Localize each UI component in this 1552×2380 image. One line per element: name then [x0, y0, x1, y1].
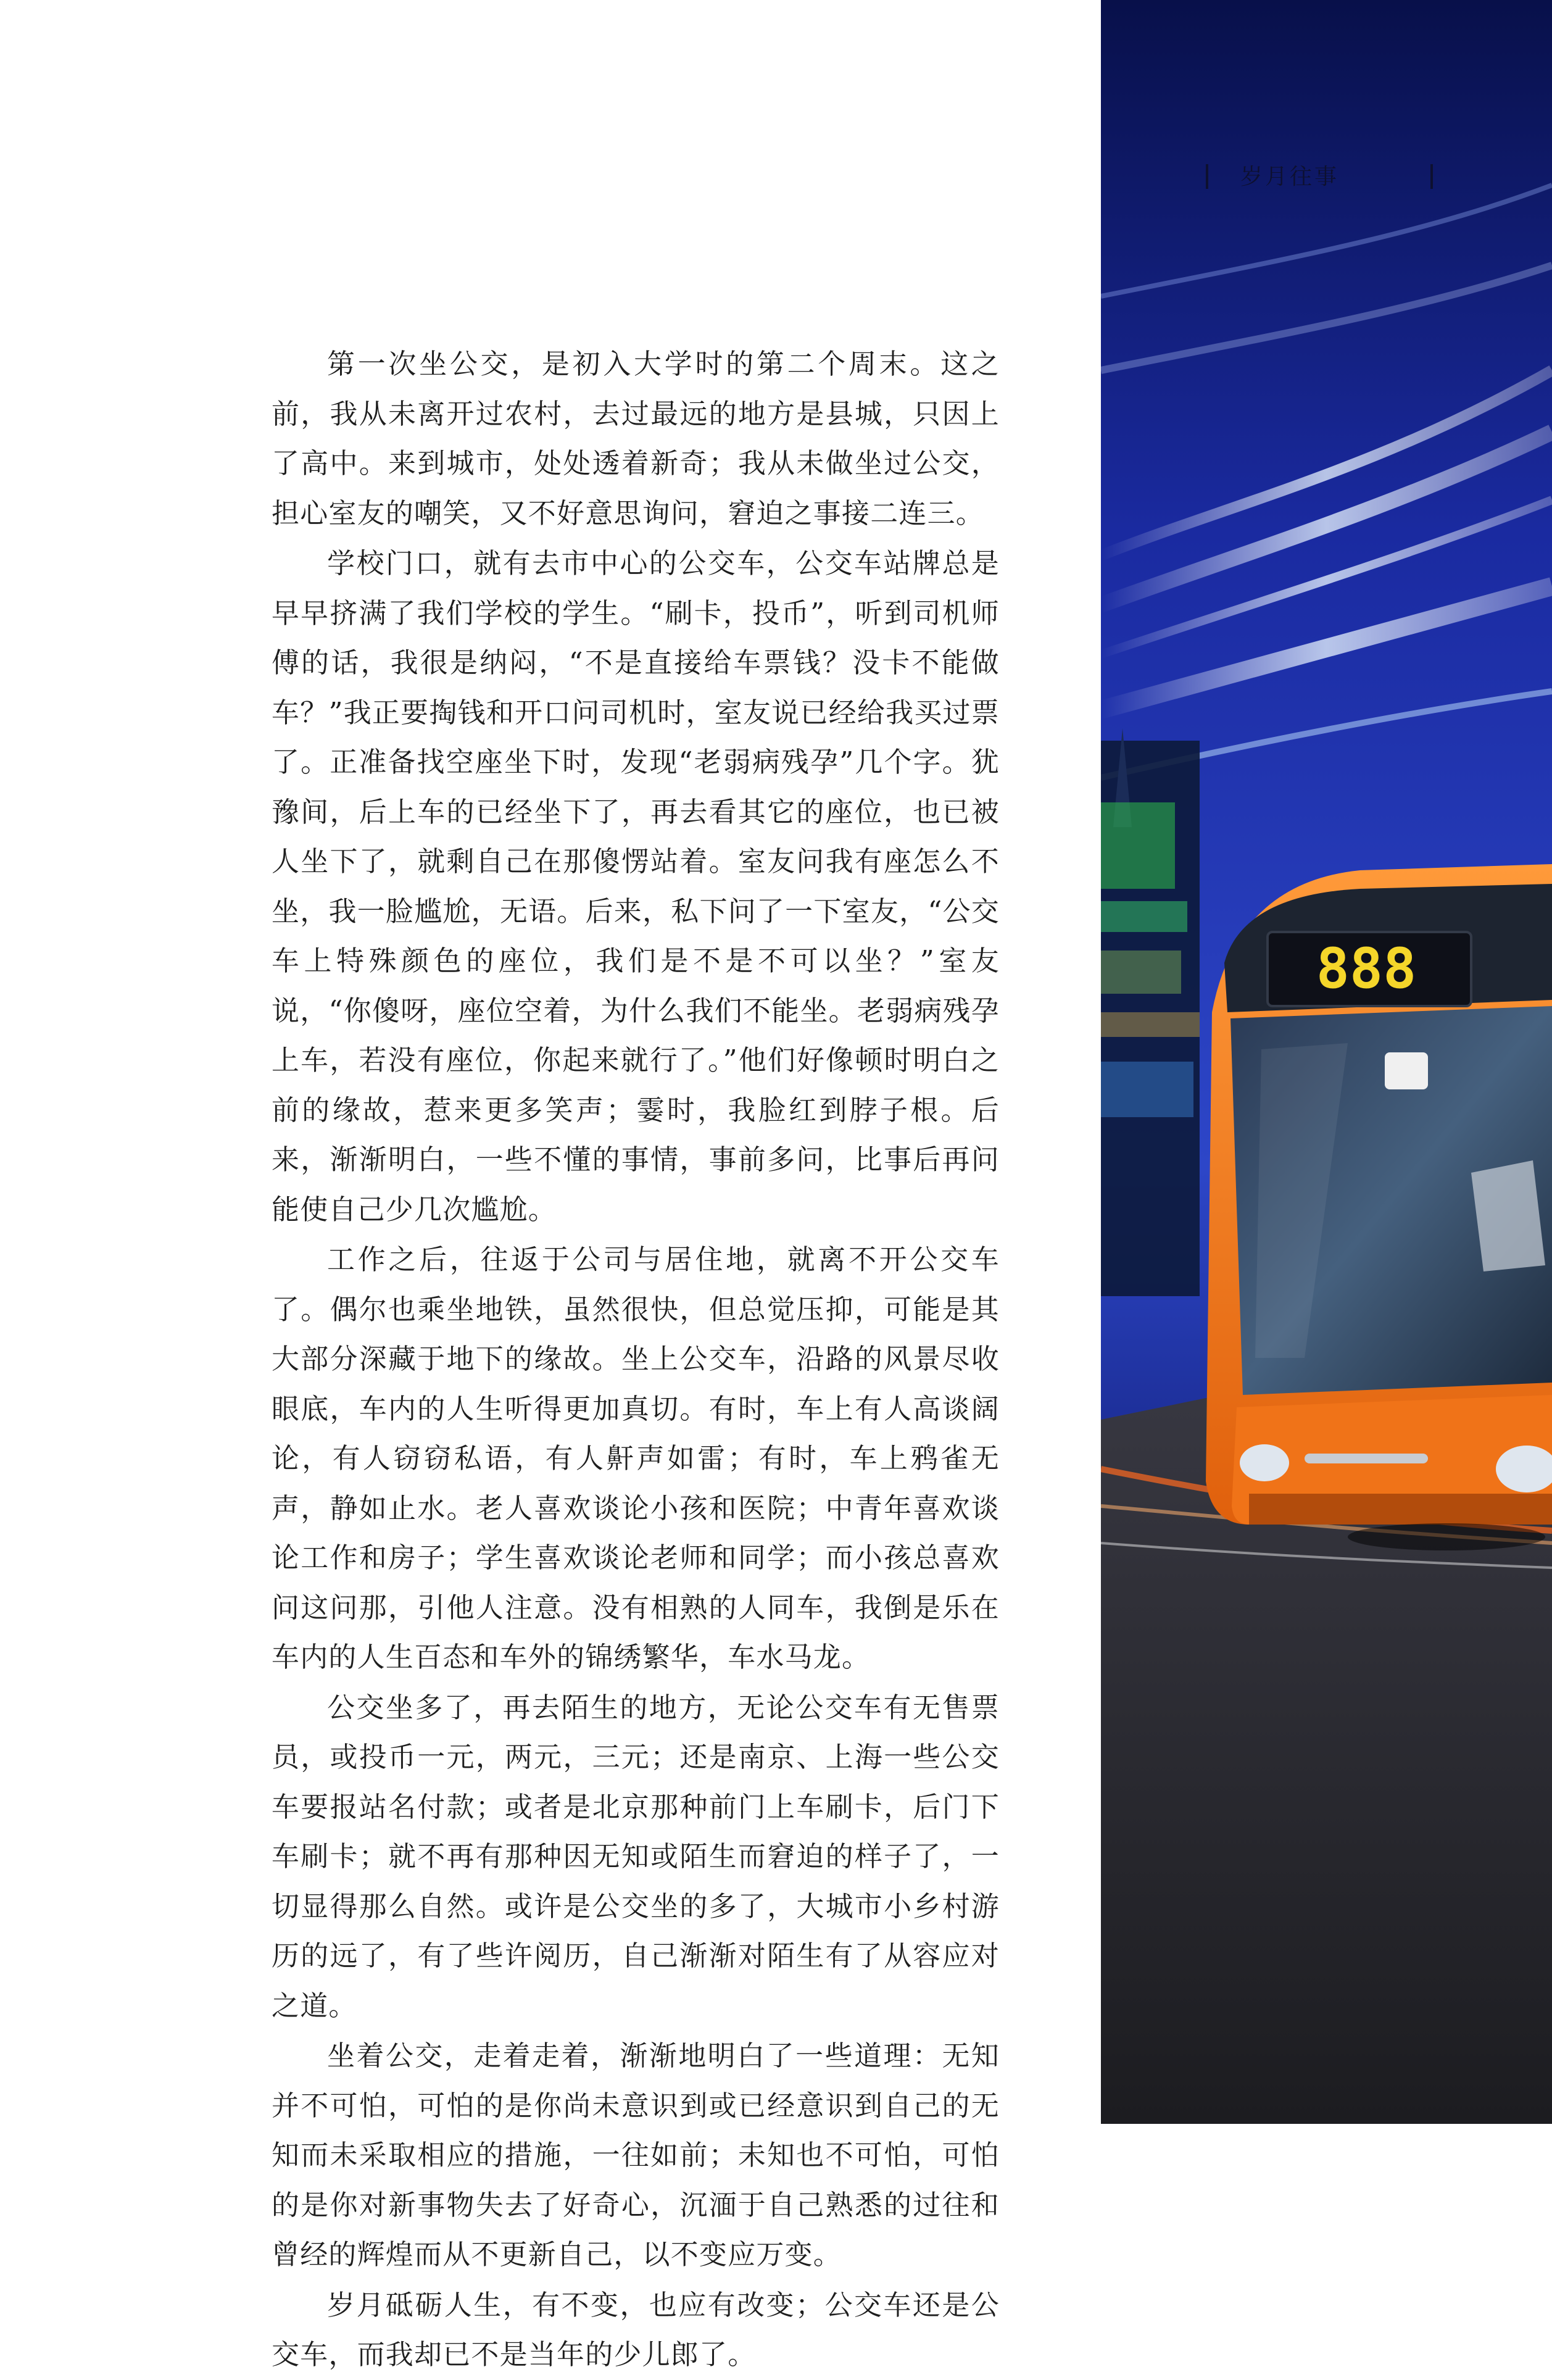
bus-route-number: 888 — [1316, 936, 1417, 1001]
bus-photo-panel — [1101, 0, 1552, 2124]
bus-illustration — [1206, 864, 1552, 1550]
article-body — [272, 339, 1000, 2380]
article-paragraph-4: 公交坐多了，再去陌生的地方，无论公交车有无售票员，或投币一元，两元，三元；还是南京、上海一些公交车要报站名付款；或者是北京那种前门上车刷卡，后门下车刷卡；就不再有那种因无知或陌生而窘迫的样子了，一切显得那么自然。或许是公交坐的多了，大城市小乡村游历的远了，有了些许阅历，自己渐渐对陌生有了从容应对之道。 — [272, 1691, 1000, 2022]
article-paragraph-6: 岁月砥砺人生，有不变，也应有改变；公交车还是公交车，而我却已不是当年的少儿郎了。 — [272, 2288, 1000, 2371]
header-left-bar — [1206, 164, 1208, 189]
bus-photo — [1101, 0, 1552, 2124]
article-paragraph-3: 工作之后，往返于公司与居住地，就离不开公交车了。偶尔也乘坐地铁，虽然很快，但总觉压抑，可能是其大部分深藏于地下的缘故。坐上公交车，沿路的风景尽收眼底，车内的人生听得更加真切。有时，车上有人高谈阔论，有人窃窃私语，有人鼾声如雷；有时，车上鸦雀无声，静如止水。老人喜欢谈论小孩和医院；中青年喜欢谈论工作和房子；学生喜欢谈论老师和同学；而小孩总喜欢问这问那，引他人注意。没有相熟的人同车，我倒是乐在车内的人生百态和车外的锦绣繁华，车水马龙。 — [272, 1243, 1000, 1673]
article-paragraph-2: 学校门口，就有去市中心的公交车，公交车站牌总是早早挤满了我们学校的学生。“刷卡，投币”，听到司机师傅的话，我很是纳闷，“不是直接给车票钱？没卡不能做车？”我正要掏钱和开口问司机时，室友说已经给我买过票了。正准备找空座坐下时，发现“老弱病残孕”几个字。犹豫间，后上车的已经坐下了，再去看其它的座位，也已被人坐下了，就剩自己在那傻愣站着。室友问我有座怎么不坐，我一脸尴尬，无语。后来，私下问了一下室友，“公交车上特殊颜色的座位，我们是不是不可以坐？”室友说，“你傻呀，座位空着，为什么我们不能坐。老弱病残孕上车，若没有座位，你起来就行了。”他们好像顿时明白之前的缘故，惹来更多笑声；霎时，我脸红到脖子根。后来，渐渐明白，一些不懂的事情，事前多问，比事后再问能使自己少几次尴尬。 — [272, 547, 1000, 1226]
article-paragraph-5: 坐着公交，走着走着，渐渐地明白了一些道理：无知并不可怕，可怕的是你尚未意识到或已经意识到自己的无知而未采取相应的措施，一往如前；未知也不可怕，可怕的是你对新事物失去了好奇心，沉湎于自己熟悉的过往和曾经的辉煌而从不更新自己，以不变应万变。 — [272, 2039, 1000, 2271]
article-paragraph-1: 第一次坐公交，是初入大学时的第二个周末。这之前，我从未离开过农村，去过最远的地方是县城，只因上了高中。来到城市，处处透着新奇；我从未做坐过公交，担心室友的嘲笑，又不好意思询问，窘迫之事接二连三。 — [272, 347, 1000, 530]
section-title: 岁月往事 — [1240, 164, 1340, 189]
header-right-bar — [1430, 164, 1433, 189]
